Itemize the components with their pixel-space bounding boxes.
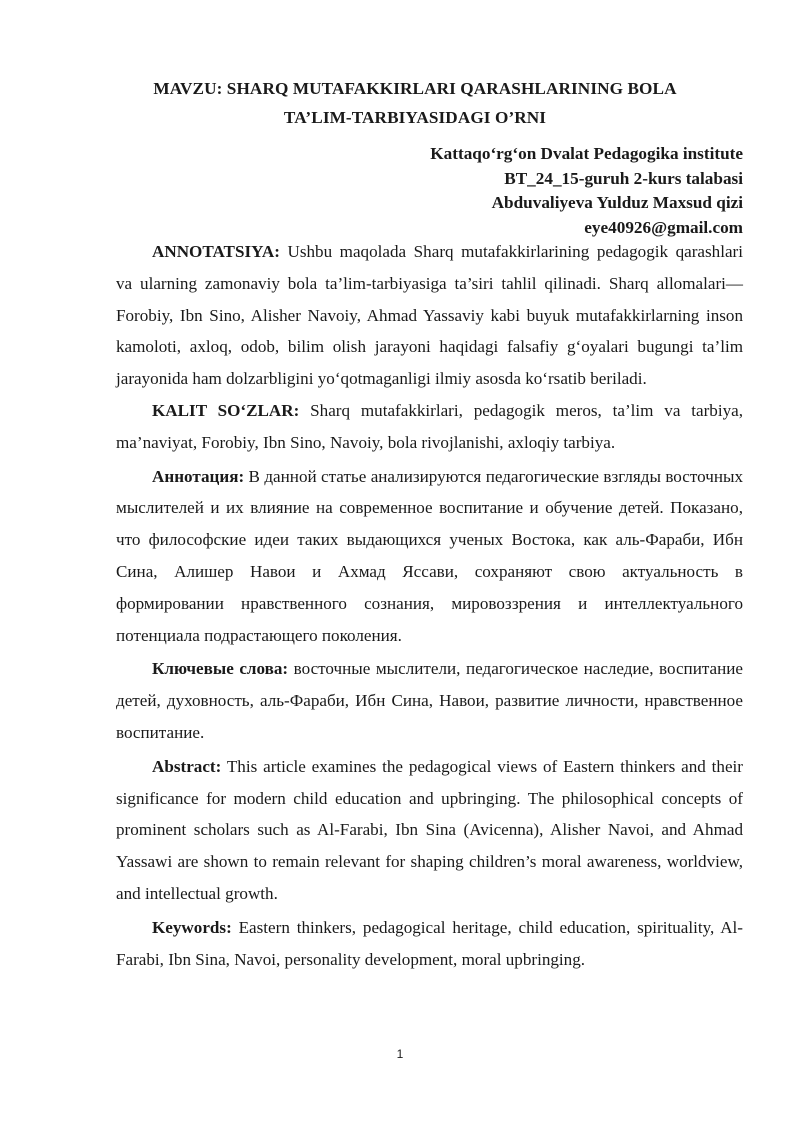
abstract-en-text: This article examines the pedagogical views of Eastern thinkers and their significance for modern child education and upbringing. The philosophical concepts of prominent scholars such as Al-Farabi, Ibn Sina (Avicenna), Alisher Navoi, and Ahmad Yassawi are shown to remain relevant for shaping children’s moral awareness, worldview, and intellectual growth. [116,756,743,903]
keywords-ru-paragraph [116,653,743,748]
author-name: Abduvaliyeva Yulduz Maxsud qizi [491,193,743,212]
author-group: BT_24_15-guruh 2-kurs talabasi [504,168,743,188]
author-email: eye40926@gmail.com [584,217,743,237]
keywords-en-paragraph [116,912,743,976]
annotation-uz-label: ANNOTATSIYA: [152,242,280,261]
keywords-uz-label: KALIT SO‘ZLAR: [152,400,300,420]
keywords-uz-paragraph [116,395,743,459]
annotation-ru-label: Аннотация: [152,466,245,486]
abstract-en-label: Abstract: [152,756,222,776]
author-block [143,142,743,240]
paper-title [100,74,730,132]
title-line-2: TA’LIM-TARBIYASIDAGI O’RNI [283,108,547,127]
abstract-en-paragraph [116,751,743,910]
keywords-en-label: Keywords: [152,917,232,937]
annotation-ru-text: В данной статье анализируются педагогические взгляды восточных мыслителей и их влияние на современное воспитание и обучение детей. Показано, что философские идеи таких выдающихся ученых Востока, как аль-Фараби, Ибн Сина, Алишер Навои и Ахмад Яссави, сохраняют свою актуальность в формировании нравственного сознания, мировоззрения и интеллектуального потенциала подрастающего поколения. [116,466,743,645]
annotation-uz-text: Ushbu maqolada Sharq mutafakkirlarining pedagogik qarashlari va ularning zamonaviy bola ta’lim-tarbiyasiga ta’siri tahlil qilinadi. Sharq allomalari—Forobiy, Ibn Sino, Alisher Navoiy, Ahmad Yassaviy kabi buyuk mutafakkirlarning inson kamoloti, axloq, odob, bilim olish jarayoni haqidagi falsafiy g‘oyalari bugungi ta’lim jarayonida ham dolzarbligini yo‘qotmaganligi ilmiy asosda ko‘rsatib beriladi. [116,242,743,389]
annotation-ru-paragraph [116,461,743,652]
paper-body [116,236,743,975]
keywords-ru-label: Ключевые слова: [152,659,289,679]
author-institution: Kattaqo‘rg‘on Dvalat Pedagogika institute [430,144,743,163]
page-number: 1 [396,1047,404,1061]
title-line-1: MAVZU: SHARQ MUTAFAKKIRLARI QARASHLARINING BOLA [153,79,677,98]
keywords-en-text: Eastern thinkers, pedagogical heritage, child education, spirituality, Al-Farabi, Ibn Sina, Navoi, personality development, moral upbringing. [116,917,743,969]
keywords-uz-text: Sharq mutafakkirlari, pedagogik meros, ta’lim va tarbiya, ma’naviyat, Forobiy, Ibn Sino, Navoiy, bola rivojlanishi, axloqiy tarbiya. [116,400,744,452]
keywords-ru-text: восточные мыслители, педагогическое наследие, воспитание детей, духовность, аль-Фараби, Ибн Сина, Навои, развитие личности, нравственное воспитание. [116,659,743,742]
annotation-uz-paragraph [116,236,743,395]
